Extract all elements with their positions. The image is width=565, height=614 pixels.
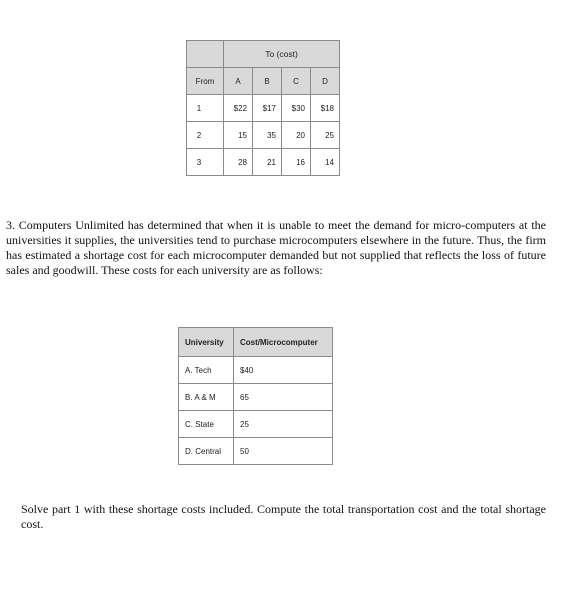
table-row (179, 411, 333, 438)
column-header-a: A (224, 68, 253, 95)
shortage-cost: 25 (234, 411, 333, 438)
cost-cell: $30 (282, 95, 311, 122)
university-name: D. Central (179, 438, 234, 465)
problem-number: 3. (6, 218, 15, 232)
shortage-cost-table (178, 327, 333, 465)
table-header-row (187, 41, 340, 68)
cost-cell: 20 (282, 122, 311, 149)
cost-cell: 28 (224, 149, 253, 176)
cost-cell: 15 (224, 122, 253, 149)
table-corner-cell (187, 41, 224, 68)
table-row (179, 438, 333, 465)
cost-cell: $22 (224, 95, 253, 122)
problem-text: Computers Unlimited has determined that when it is unable to meet the demand for micro-computers at the universities it supplies, the universities tend to purchase microcomputers elsewhere in the future. Thus, the firm has estimated a shortage cost for each microcomputer demanded but not supplied that reflects the loss of future sales and goodwill. These costs for each university are as follows: (6, 218, 547, 277)
table-row (187, 122, 340, 149)
table-row (187, 149, 340, 176)
shortage-cost: 65 (234, 384, 333, 411)
table-row (179, 384, 333, 411)
row-label: 1 (187, 95, 224, 122)
university-name: C. State (179, 411, 234, 438)
column-header-b: B (253, 68, 282, 95)
column-header-c: C (282, 68, 311, 95)
table-row (179, 357, 333, 384)
university-name: B. A & M (179, 384, 234, 411)
from-header: From (187, 68, 224, 95)
cost-cell: 35 (253, 122, 282, 149)
cost-cell: 14 (311, 149, 340, 176)
row-label: 3 (187, 149, 224, 176)
row-label: 2 (187, 122, 224, 149)
cost-cell: $18 (311, 95, 340, 122)
to-cost-header: To (cost) (224, 41, 340, 68)
column-header-d: D (311, 68, 340, 95)
problem-statement (6, 218, 546, 278)
shortage-cost: $40 (234, 357, 333, 384)
university-name: A. Tech (179, 357, 234, 384)
university-header: University (179, 328, 234, 357)
column-header-row (187, 68, 340, 95)
cost-cell: 16 (282, 149, 311, 176)
solve-instruction: Solve part 1 with these shortage costs included. Compute the total transportation cost and the total shortage cost. (21, 502, 546, 531)
cost-cell: 25 (311, 122, 340, 149)
shortage-cost: 50 (234, 438, 333, 465)
cost-cell: 21 (253, 149, 282, 176)
cost-per-microcomputer-header: Cost/Microcomputer (234, 328, 333, 357)
transportation-cost-table (186, 40, 340, 176)
table-row (187, 95, 340, 122)
cost-cell: $17 (253, 95, 282, 122)
shortage-header-row (179, 328, 333, 357)
